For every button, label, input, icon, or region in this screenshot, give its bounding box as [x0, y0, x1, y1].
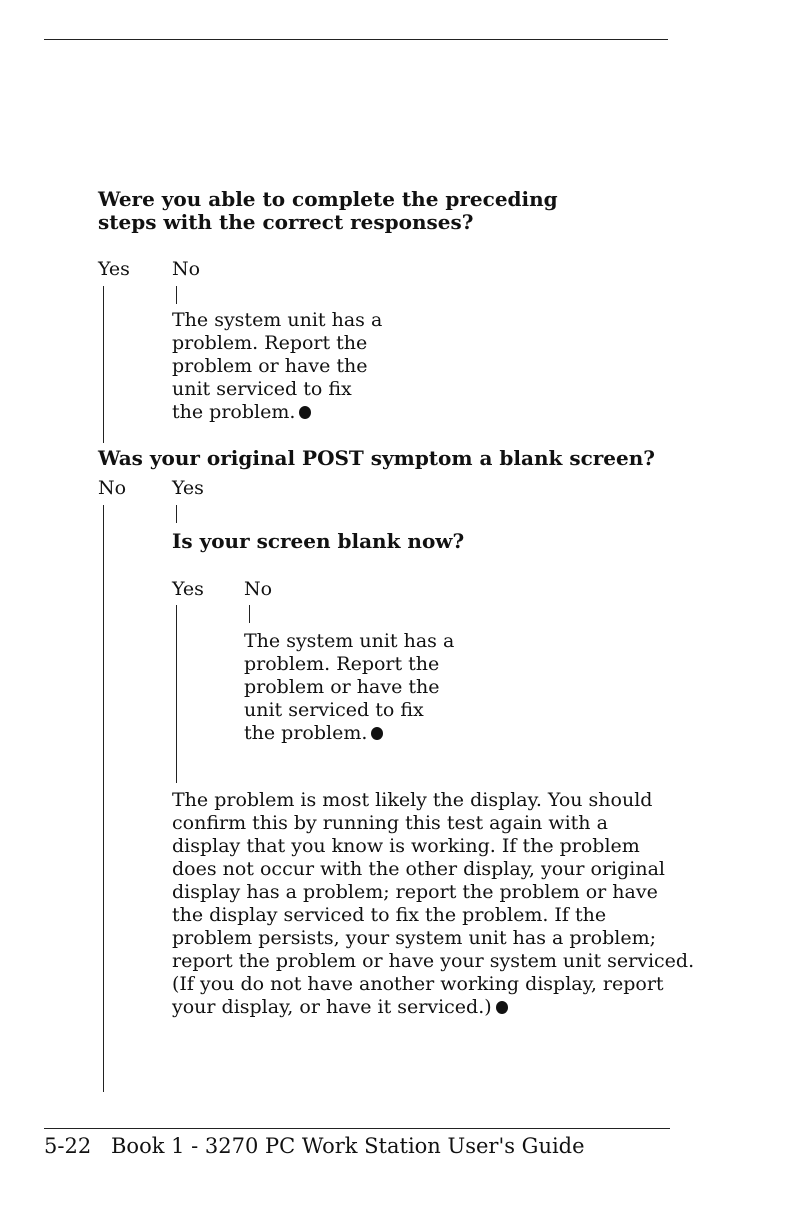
q2-no-label: No	[98, 477, 127, 499]
q3-no-line-1: The system unit has a	[244, 630, 455, 652]
conclusion-line-4: does not occur with the other display, your original	[172, 858, 666, 880]
q3-no-line-5: the problem.	[244, 722, 368, 744]
footer-title: Book 1 - 3270 PC Work Station User's Guide	[111, 1134, 585, 1158]
q2-yes-label: Yes	[172, 477, 204, 499]
conclusion-line-9: (If you do not have another working display, report	[172, 973, 664, 995]
question-2: Was your original POST symptom a blank screen?	[98, 446, 656, 470]
question-1-line-1: Were you able to complete the preceding	[98, 187, 558, 211]
conclusion-line-2: confirm this by running this test again with a	[172, 812, 608, 834]
q3-no-line-3: problem or have the	[244, 676, 440, 698]
footer-page-number: 5-22	[44, 1134, 92, 1158]
end-bullet-icon	[371, 727, 383, 740]
q1-no-line-3: problem or have the	[172, 355, 368, 377]
q1-no-label: No	[172, 258, 201, 280]
top-rule	[44, 39, 668, 40]
q1-no-line-5: the problem.	[172, 401, 296, 423]
q1-no-line-1: The system unit has a	[172, 309, 383, 331]
q3-yes-label: Yes	[172, 578, 204, 600]
q3-no-line-2: problem. Report the	[244, 653, 440, 675]
q1-yes-label: Yes	[98, 258, 130, 280]
q1-no-line-4: unit serviced to fix	[172, 378, 352, 400]
question-1	[98, 188, 558, 234]
q3-no-branch-tick	[249, 605, 250, 623]
q3-no-label: No	[244, 578, 273, 600]
question-1-line-2: steps with the correct responses?	[98, 210, 474, 234]
conclusion-line-1: The problem is most likely the display. You should	[172, 789, 653, 811]
q3-no-branch-text	[244, 630, 454, 745]
end-bullet-icon	[299, 406, 311, 419]
conclusion-line-3: display that you know is working. If the problem	[172, 835, 640, 857]
q1-no-line-2: problem. Report the	[172, 332, 368, 354]
conclusion-line-5: display has a problem; report the problem or have	[172, 881, 658, 903]
q3-yes-branch-line	[176, 605, 177, 783]
end-bullet-icon	[496, 1001, 508, 1014]
q1-yes-branch-line	[103, 286, 104, 443]
conclusion-line-6: the display serviced to fix the problem. If the	[172, 904, 607, 926]
question-3: Is your screen blank now?	[172, 529, 465, 553]
conclusion-line-7: problem persists, your system unit has a problem;	[172, 927, 656, 949]
q1-no-branch-tick	[176, 286, 177, 304]
conclusion-line-10: your display, or have it serviced.)	[172, 996, 492, 1018]
conclusion-paragraph	[172, 789, 694, 1019]
footer-rule	[44, 1128, 670, 1129]
conclusion-line-8: report the problem or have your system unit serviced.	[172, 950, 695, 972]
q2-no-branch-line	[103, 505, 104, 1092]
q1-no-branch-text	[172, 309, 382, 424]
q2-yes-branch-tick	[176, 505, 177, 523]
q3-no-line-4: unit serviced to fix	[244, 699, 424, 721]
